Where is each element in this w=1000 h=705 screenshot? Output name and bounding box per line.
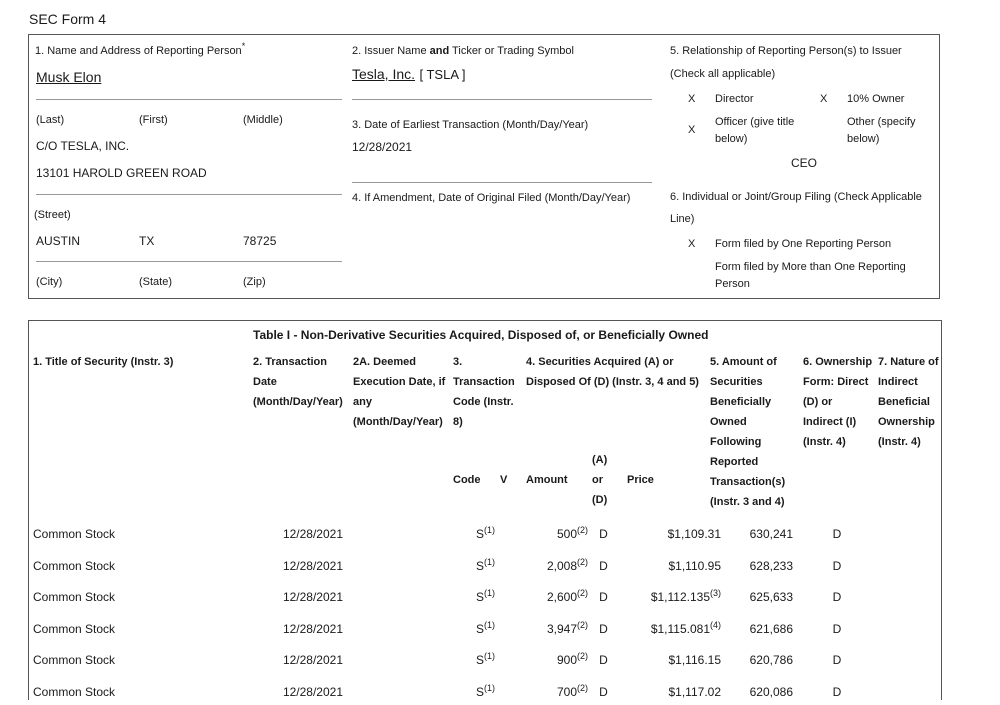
- relationship-sublabel: (Check all applicable): [670, 68, 776, 80]
- price: [619, 527, 721, 541]
- director-check: X: [688, 93, 696, 105]
- sub-col-amount: Amount: [526, 474, 568, 486]
- transaction-date: [253, 685, 343, 699]
- issuer-label-b: and: [429, 45, 450, 57]
- price-value: $1,110.95: [668, 558, 721, 573]
- amount: [519, 653, 588, 667]
- security-title: [33, 559, 233, 573]
- zip-value: 78725: [243, 234, 277, 248]
- security-title-value: Common Stock: [33, 621, 116, 636]
- amount-owned: [712, 559, 793, 573]
- footnote-ref: (1): [484, 588, 495, 598]
- acquired-disposed: [591, 590, 616, 604]
- filing-type-sublabel: Line): [670, 213, 695, 225]
- page-title: SEC Form 4: [29, 11, 107, 27]
- acquired-disposed-value: D: [599, 527, 608, 541]
- transaction-date-value: 12/28/2021: [282, 621, 343, 636]
- table-row: [29, 619, 941, 642]
- amount: [519, 682, 588, 699]
- name-address-label-text: 1. Name and Address of Reporting Person: [35, 45, 242, 57]
- table-row: [29, 653, 941, 673]
- amount-owned-value: 620,786: [749, 653, 793, 667]
- amount: [519, 619, 588, 636]
- zip-label: (Zip): [243, 276, 266, 288]
- ownership-form-value: D: [832, 684, 842, 699]
- price-value: $1,117.02: [668, 684, 721, 699]
- one-person-label: Form filed by One Reporting Person: [715, 238, 892, 250]
- name-address-label: [35, 41, 246, 57]
- ticker-symbol: [ TSLA ]: [419, 67, 466, 82]
- transaction-code: [453, 527, 518, 541]
- reporting-person-box: [28, 34, 940, 299]
- first-label: (First): [139, 114, 168, 126]
- issuer-label-c: Ticker or Trading Symbol: [449, 45, 574, 57]
- table-i-box: [28, 320, 942, 700]
- acquired-disposed: [591, 653, 616, 667]
- acquired-disposed: [591, 685, 616, 699]
- sub-col-price: Price: [627, 474, 654, 486]
- city-label: (City): [36, 276, 63, 288]
- last-label: (Last): [36, 114, 65, 126]
- acquired-disposed-value: D: [599, 558, 608, 573]
- ownership-form-value: D: [832, 653, 842, 667]
- acquired-disposed-value: D: [599, 621, 608, 636]
- transaction-date: [253, 622, 343, 636]
- filing-type-label: 6. Individual or Joint/Group Filing (Check Applicable: [670, 191, 922, 203]
- transaction-date-value: 12/28/2021: [282, 684, 343, 699]
- ownership-form: [803, 685, 871, 699]
- transaction-date-value: 12/28/2021: [282, 558, 343, 573]
- col-amount-owned: 5. Amount of Securities Beneficially Owned Following Reported Transaction(s) (Instr. 3 and 4): [710, 356, 786, 508]
- table-row: [29, 590, 941, 610]
- more-persons-label-2: Person: [715, 278, 750, 290]
- security-title-value: Common Stock: [33, 684, 116, 699]
- footnote-ref: (1): [484, 525, 495, 535]
- relationship-label: 5. Relationship of Reporting Person(s) to Issuer: [670, 45, 902, 57]
- amount-owned-value: 625,633: [749, 590, 793, 604]
- transaction-date-value: 12/28/2021: [282, 527, 343, 541]
- amount-owned-value: 620,086: [749, 684, 793, 699]
- transaction-code: [453, 619, 518, 636]
- security-title: [33, 653, 233, 667]
- amount: [519, 556, 588, 573]
- price: [619, 559, 721, 573]
- amount-owned-value: 628,233: [749, 558, 793, 573]
- officer-check: X: [688, 124, 696, 136]
- col-securities-acquired: 4. Securities Acquired (A) or Disposed Of (D) (Instr. 3, 4 and 5): [526, 356, 699, 388]
- amount-owned: [712, 590, 793, 604]
- sub-col-aord-1: (A): [592, 454, 608, 466]
- acquired-disposed: [591, 622, 616, 636]
- earliest-date-value: 12/28/2021: [352, 140, 413, 154]
- transaction-date: [253, 590, 343, 604]
- transaction-code-value: S: [475, 527, 484, 541]
- security-title: [33, 590, 233, 604]
- footnote-ref: (1): [484, 556, 495, 567]
- amount-value: 3,947: [546, 621, 577, 636]
- amount: [519, 590, 588, 604]
- col-nature-ownership: 7. Nature of Indirect Beneficial Ownership (Instr. 4): [878, 356, 939, 448]
- other-label-2: below): [847, 133, 880, 145]
- transaction-code-value: S: [475, 653, 484, 667]
- acquired-disposed-value: D: [599, 684, 608, 699]
- issuer-line: [352, 66, 466, 84]
- amount-owned: [712, 653, 793, 667]
- col-deemed-date: 2A. Deemed Execution Date, if any (Month/Day/Year): [353, 356, 446, 428]
- footnote-ref: (2): [577, 682, 588, 693]
- table-title: Table I - Non-Derivative Securities Acquired, Disposed of, or Beneficially Owned: [253, 328, 709, 342]
- owner-check: X: [820, 93, 828, 105]
- acquired-disposed: [591, 559, 616, 573]
- divider: [36, 194, 342, 195]
- divider: [352, 99, 652, 100]
- footnote-ref: (4): [710, 619, 721, 630]
- price: [619, 653, 721, 667]
- footnote-ref: (2): [577, 619, 588, 630]
- ownership-form: [803, 653, 871, 667]
- transaction-date-value: 12/28/2021: [282, 653, 343, 667]
- transaction-code-value: S: [475, 621, 484, 636]
- divider: [36, 261, 342, 262]
- price: [619, 590, 721, 604]
- address-line-2: 13101 HAROLD GREEN ROAD: [36, 166, 207, 180]
- address-line-1: C/O TESLA, INC.: [36, 139, 130, 153]
- owner-label: 10% Owner: [847, 93, 905, 105]
- price-value: $1,115.081: [650, 621, 710, 636]
- security-title: [33, 527, 233, 541]
- transaction-code-value: S: [475, 684, 484, 699]
- security-title-value: Common Stock: [33, 558, 116, 573]
- officer-title: CEO: [791, 156, 818, 170]
- ownership-form-value: D: [832, 621, 842, 636]
- transaction-code: [453, 556, 518, 573]
- middle-label: (Middle): [243, 114, 283, 126]
- price: [619, 685, 721, 699]
- street-label: (Street): [34, 209, 71, 221]
- one-person-check: X: [688, 238, 696, 250]
- ownership-form-value: D: [832, 527, 842, 541]
- ownership-form-value: D: [832, 590, 842, 604]
- col-transaction-date: 2. Transaction Date (Month/Day/Year): [253, 356, 343, 408]
- amount-owned: [712, 685, 793, 699]
- sub-col-v: V: [500, 474, 508, 486]
- issuer-label-a: 2. Issuer Name: [352, 45, 430, 57]
- amount-owned-value: 621,686: [749, 621, 793, 636]
- state-label: (State): [139, 276, 173, 288]
- price-value: $1,116.15: [668, 653, 721, 667]
- amount-value: 500: [556, 527, 577, 541]
- transaction-date: [253, 527, 343, 541]
- more-persons-label-1: Form filed by More than One Reporting: [715, 261, 906, 273]
- officer-label-2: below): [715, 133, 748, 145]
- amendment-label: 4. If Amendment, Date of Original Filed (Month/Day/Year): [352, 192, 631, 204]
- earliest-date-label: 3. Date of Earliest Transaction (Month/Day/Year): [352, 119, 589, 131]
- reporting-person-link[interactable]: Musk Elon: [36, 69, 102, 85]
- ownership-form: [803, 527, 871, 541]
- table-row: [29, 556, 941, 579]
- acquired-disposed-value: D: [599, 590, 608, 604]
- acquired-disposed: [591, 527, 616, 541]
- state-value: TX: [139, 234, 155, 248]
- footnote-ref: (1): [484, 651, 495, 661]
- other-label-1: Other (specify: [847, 116, 916, 128]
- amount: [519, 527, 588, 541]
- amount-value: 900: [556, 653, 577, 667]
- col-ownership-form: 6. Ownership Form: Direct (D) or Indirect (I) (Instr. 4): [803, 356, 873, 448]
- transaction-code: [453, 590, 518, 604]
- transaction-code-value: S: [475, 590, 484, 604]
- transaction-code-value: S: [475, 558, 484, 573]
- amount-value: 700: [556, 684, 577, 699]
- footnote-ref: (2): [577, 525, 588, 535]
- transaction-code: [453, 682, 518, 699]
- director-label: Director: [715, 93, 754, 105]
- footnote-ref: (2): [577, 651, 588, 661]
- sub-col-code: Code: [453, 474, 481, 486]
- amount-owned: [712, 527, 793, 541]
- name-address-label-mark: *: [241, 41, 246, 51]
- table-row: [29, 527, 941, 547]
- footnote-ref: (1): [484, 619, 495, 630]
- footnote-ref: (2): [577, 556, 588, 567]
- ownership-form-value: D: [832, 558, 842, 573]
- ownership-form: [803, 590, 871, 604]
- sub-col-aord-3: (D): [592, 494, 608, 506]
- transaction-date: [253, 559, 343, 573]
- table-row: [29, 682, 941, 705]
- security-title-value: Common Stock: [33, 590, 116, 604]
- amount-value: 2,008: [546, 558, 577, 573]
- ownership-form: [803, 622, 871, 636]
- amount-value: 2,600: [546, 590, 577, 604]
- security-title-value: Common Stock: [33, 527, 116, 541]
- issuer-label: [352, 45, 574, 57]
- footnote-ref: (3): [710, 588, 721, 598]
- security-title-value: Common Stock: [33, 653, 116, 667]
- transaction-code: [453, 653, 518, 667]
- amount-owned: [710, 619, 793, 636]
- sub-col-aord-2: or: [592, 474, 603, 486]
- col-title-security: 1. Title of Security (Instr. 3): [33, 356, 174, 368]
- security-title: [33, 685, 233, 699]
- ownership-form: [803, 559, 871, 573]
- divider: [352, 182, 652, 183]
- price: [619, 619, 721, 636]
- footnote-ref: (1): [484, 682, 495, 693]
- officer-label-1: Officer (give title: [715, 116, 795, 128]
- acquired-disposed-value: D: [599, 653, 608, 667]
- transaction-date: [253, 653, 343, 667]
- amount-owned-value: 630,241: [749, 527, 793, 541]
- price-value: $1,109.31: [667, 527, 721, 541]
- security-title: [33, 622, 233, 636]
- issuer-link[interactable]: Tesla, Inc.: [352, 66, 416, 82]
- city-value: AUSTIN: [36, 234, 81, 248]
- transaction-date-value: 12/28/2021: [282, 590, 343, 604]
- price-value: $1,112.135: [650, 590, 710, 604]
- col-transaction-code: 3. Transaction Code (Instr. 8): [453, 356, 515, 428]
- divider: [36, 99, 342, 100]
- footnote-ref: (2): [577, 588, 588, 598]
